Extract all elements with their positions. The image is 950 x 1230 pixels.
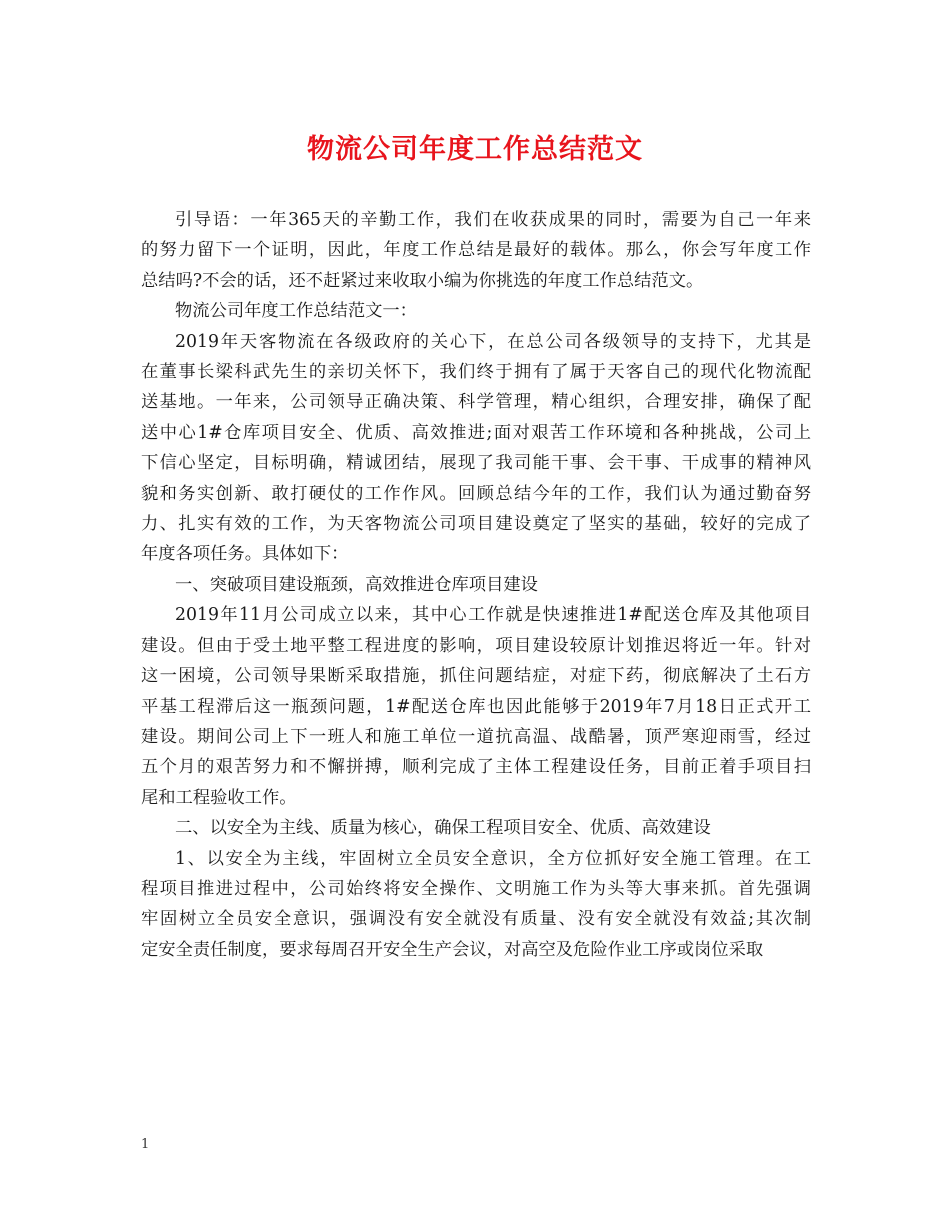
text-line: 平基工程滞后这一瓶颈问题，1#配送仓库也因此能够于2019年7月18日正式开工 — [141, 696, 811, 717]
paragraph — [141, 570, 811, 600]
text-line: 貌和务实创新、敢打硬仗的工作作风。回顾总结今年的工作，我们认为通过勤奋努 — [141, 483, 811, 504]
page-number: 1 — [141, 1137, 150, 1152]
text-line: 五个月的艰苦努力和不懈拼搏，顺利完成了主体工程建设任务，目前正着手项目扫 — [141, 757, 811, 778]
paragraph — [141, 327, 811, 570]
paragraph — [141, 600, 811, 813]
text-line: 2019年天客物流在各级政府的关心下，在总公司各级领导的支持下，尤其是 — [175, 331, 811, 352]
text-line: 总结吗?不会的话，还不赶紧过来收取小编为你挑选的年度工作总结范文。 — [141, 270, 704, 291]
paragraph — [141, 813, 811, 843]
text-line: 力、扎实有效的工作，为天客物流公司项目建设奠定了坚实的基础，较好的完成了 — [141, 514, 811, 535]
text-line: 定安全责任制度，要求每周召开安全生产会议，对高空及危险作业工序或岗位采取 — [141, 939, 764, 960]
text-line: 年度各项任务。具体如下： — [141, 544, 349, 565]
text-line: 建设。但由于受土地平整工程进度的影响，项目建设较原计划推迟将近一年。针对 — [141, 635, 811, 656]
paragraph — [141, 205, 811, 296]
text-line: 2019年11月公司成立以来，其中心工作就是快速推进1#配送仓库及其他项目 — [175, 605, 811, 626]
text-line: 二、以安全为主线、质量为核心，确保工程项目安全、优质、高效建设 — [175, 818, 711, 839]
paragraph — [141, 844, 811, 966]
text-line: 送中心1#仓库项目安全、优质、高效推进;面对艰苦工作环境和各种挑战，公司上 — [141, 422, 811, 443]
text-line: 在董事长梁科武先生的亲切关怀下，我们终于拥有了属于天客自己的现代化物流配 — [141, 362, 811, 383]
document-title: 物流公司年度工作总结范文 — [307, 134, 643, 165]
text-line: 这一困境，公司领导果断采取措施，抓住问题结症，对症下药，彻底解决了土石方 — [141, 666, 811, 687]
document-body — [141, 205, 811, 965]
text-line: 牢固树立全员安全意识，强调没有安全就没有质量、没有安全就没有效益;其次制 — [141, 909, 811, 930]
text-line: 下信心坚定，目标明确，精诚团结，展现了我司能干事、会干事、干成事的精神风 — [141, 453, 811, 474]
text-line: 的努力留下一个证明，因此，年度工作总结是最好的载体。那么，你会写年度工作 — [141, 240, 811, 261]
text-line: 尾和工程验收工作。 — [141, 787, 297, 808]
text-line: 建设。期间公司上下一班人和施工单位一道抗高温、战酷暑，顶严寒迎雨雪，经过 — [141, 726, 811, 747]
text-line: 程项目推进过程中，公司始终将安全操作、文明施工作为头等大事来抓。首先强调 — [141, 878, 811, 899]
text-line: 引导语：一年365天的辛勤工作，我们在收获成果的同时，需要为自己一年来 — [175, 210, 811, 230]
text-line: 一、突破项目建设瓶颈，高效推进仓库项目建设 — [175, 574, 538, 595]
text-line: 物流公司年度工作总结范文一： — [175, 301, 417, 322]
text-line: 送基地。一年来，公司领导正确决策、科学管理，精心组织，合理安排，确保了配 — [141, 392, 811, 413]
paragraph — [141, 296, 811, 326]
text-line: 1、以安全为主线，牢固树立全员安全意识，全方位抓好安全施工管理。在工 — [175, 848, 811, 869]
